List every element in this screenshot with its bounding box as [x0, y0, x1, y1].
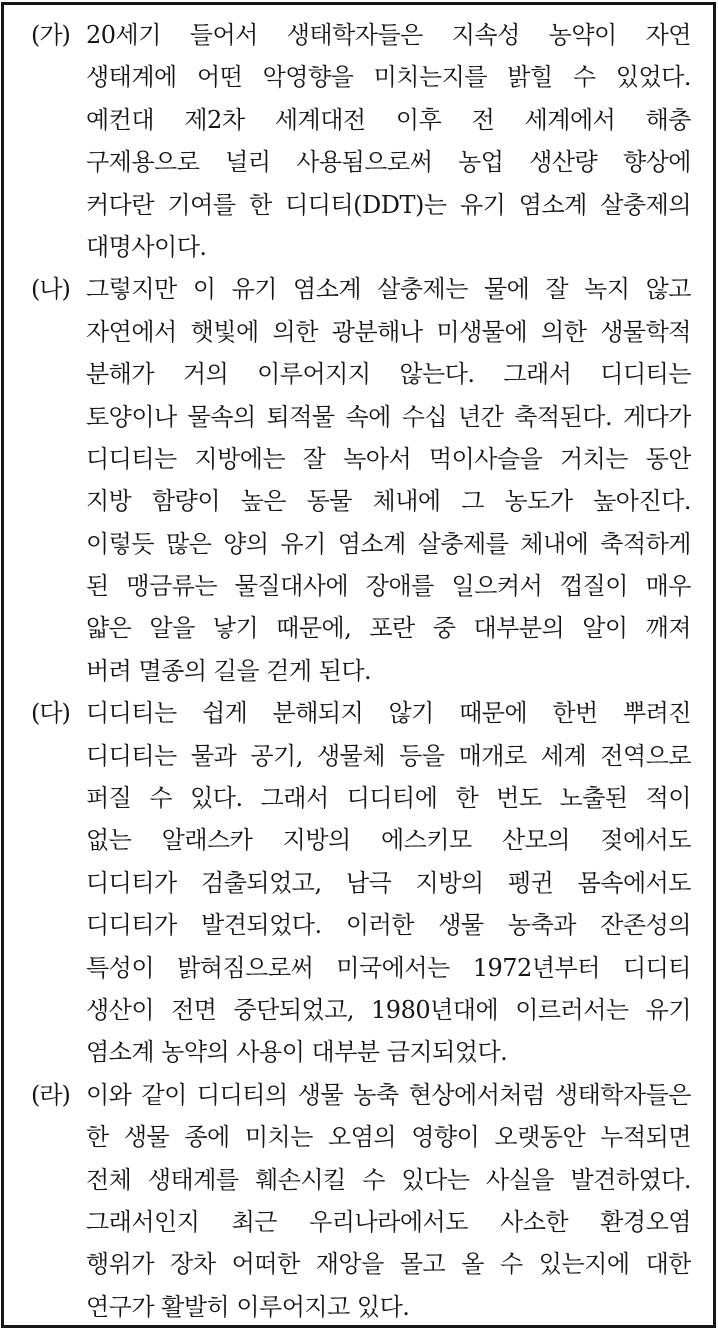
text-line: 대명사이다. [86, 232, 207, 261]
paragraph [31, 14, 691, 268]
text-line: 토양이나 물속의 퇴적물 속에 수십 년간 축적된다. 게다가 [86, 402, 691, 431]
paragraph-label: (다) [31, 699, 70, 728]
text-line: 없는 알래스카 지방의 에스키모 산모의 젖에서도 [86, 826, 691, 855]
text-line: 생산이 전면 중단되었고, 1980년대에 이르러서는 유기 [86, 995, 691, 1024]
text-line: 연구가 활발히 이루어지고 있다. [86, 1292, 410, 1321]
text-line: 20세기 들어서 생태학자들은 지속성 농약이 자연 [86, 21, 691, 49]
paragraph-label: (가) [31, 21, 70, 49]
paragraph-label: (나) [31, 275, 70, 304]
document-frame [1, 2, 716, 1328]
paragraph-label: (라) [31, 1080, 70, 1109]
text-line: 염소계 농약의 사용이 대부분 금지되었다. [86, 1038, 508, 1067]
text-line: 디디티가 발견되었다. 이러한 생물 농축과 잔존성의 [86, 911, 691, 940]
text-line: 디디티는 물과 공기, 생물체 등을 매개로 세계 전역으로 [86, 741, 691, 770]
paragraph [31, 692, 691, 1074]
text-line: 디디티는 지방에는 잘 녹아서 먹이사슬을 거치는 동안 [86, 444, 691, 473]
text-line: 자연에서 햇빛에 의한 광분해나 미생물에 의한 생물학적 [86, 317, 691, 346]
text-line: 그래서인지 최근 우리나라에서도 사소한 환경오염 [86, 1207, 691, 1236]
paragraph [31, 268, 691, 692]
paragraph-lines [86, 1074, 691, 1328]
text-line: 예컨대 제2차 세계대전 이후 전 세계에서 해충 [86, 105, 691, 134]
passage [4, 5, 713, 1328]
text-line: 한 생물 종에 미치는 오염의 영향이 오랫동안 누적되면 [86, 1123, 691, 1152]
text-line: 디디티는 쉽게 분해되지 않기 때문에 한번 뿌려진 [86, 699, 691, 728]
text-line: 전체 생태계를 훼손시킬 수 있다는 사실을 발견하였다. [86, 1165, 691, 1194]
text-line: 특성이 밝혀짐으로써 미국에서는 1972년부터 디디티 [86, 953, 691, 982]
text-line: 이와 같이 디디티의 생물 농축 현상에서처럼 생태학자들은 [86, 1080, 691, 1109]
text-line: 그렇지만 이 유기 염소계 살충제는 물에 잘 녹지 않고 [86, 275, 691, 304]
text-line: 퍼질 수 있다. 그래서 디디티에 한 번도 노출된 적이 [86, 784, 691, 813]
text-line: 디디티가 검출되었고, 남극 지방의 펭귄 몸속에서도 [86, 868, 691, 897]
text-line: 구제용으로 널리 사용됨으로써 농업 생산량 향상에 [86, 148, 691, 177]
text-line: 행위가 장차 어떠한 재앙을 몰고 올 수 있는지에 대한 [86, 1250, 691, 1279]
text-line: 분해가 거의 이루어지지 않는다. 그래서 디디티는 [86, 360, 691, 389]
text-line: 된 맹금류는 물질대사에 장애를 일으켜서 껍질이 매우 [86, 572, 691, 601]
text-line: 이렇듯 많은 양의 유기 염소계 살충제를 체내에 축적하게 [86, 529, 691, 558]
paragraph-lines [86, 692, 691, 1074]
text-line: 생태계에 어떤 악영향을 미치는지를 밝힐 수 있었다. [86, 63, 691, 92]
text-line: 커다란 기여를 한 디디티(DDT)는 유기 염소계 살충제의 [86, 190, 691, 219]
text-line: 지방 함량이 높은 동물 체내에 그 농도가 높아진다. [86, 487, 691, 516]
paragraph [31, 1074, 691, 1328]
text-line: 얇은 알을 낳기 때문에, 포란 중 대부분의 알이 깨져 [86, 614, 691, 643]
paragraph-lines [86, 14, 691, 268]
paragraph-lines [86, 268, 691, 692]
text-line: 버려 멸종의 길을 걷게 된다. [86, 656, 372, 685]
